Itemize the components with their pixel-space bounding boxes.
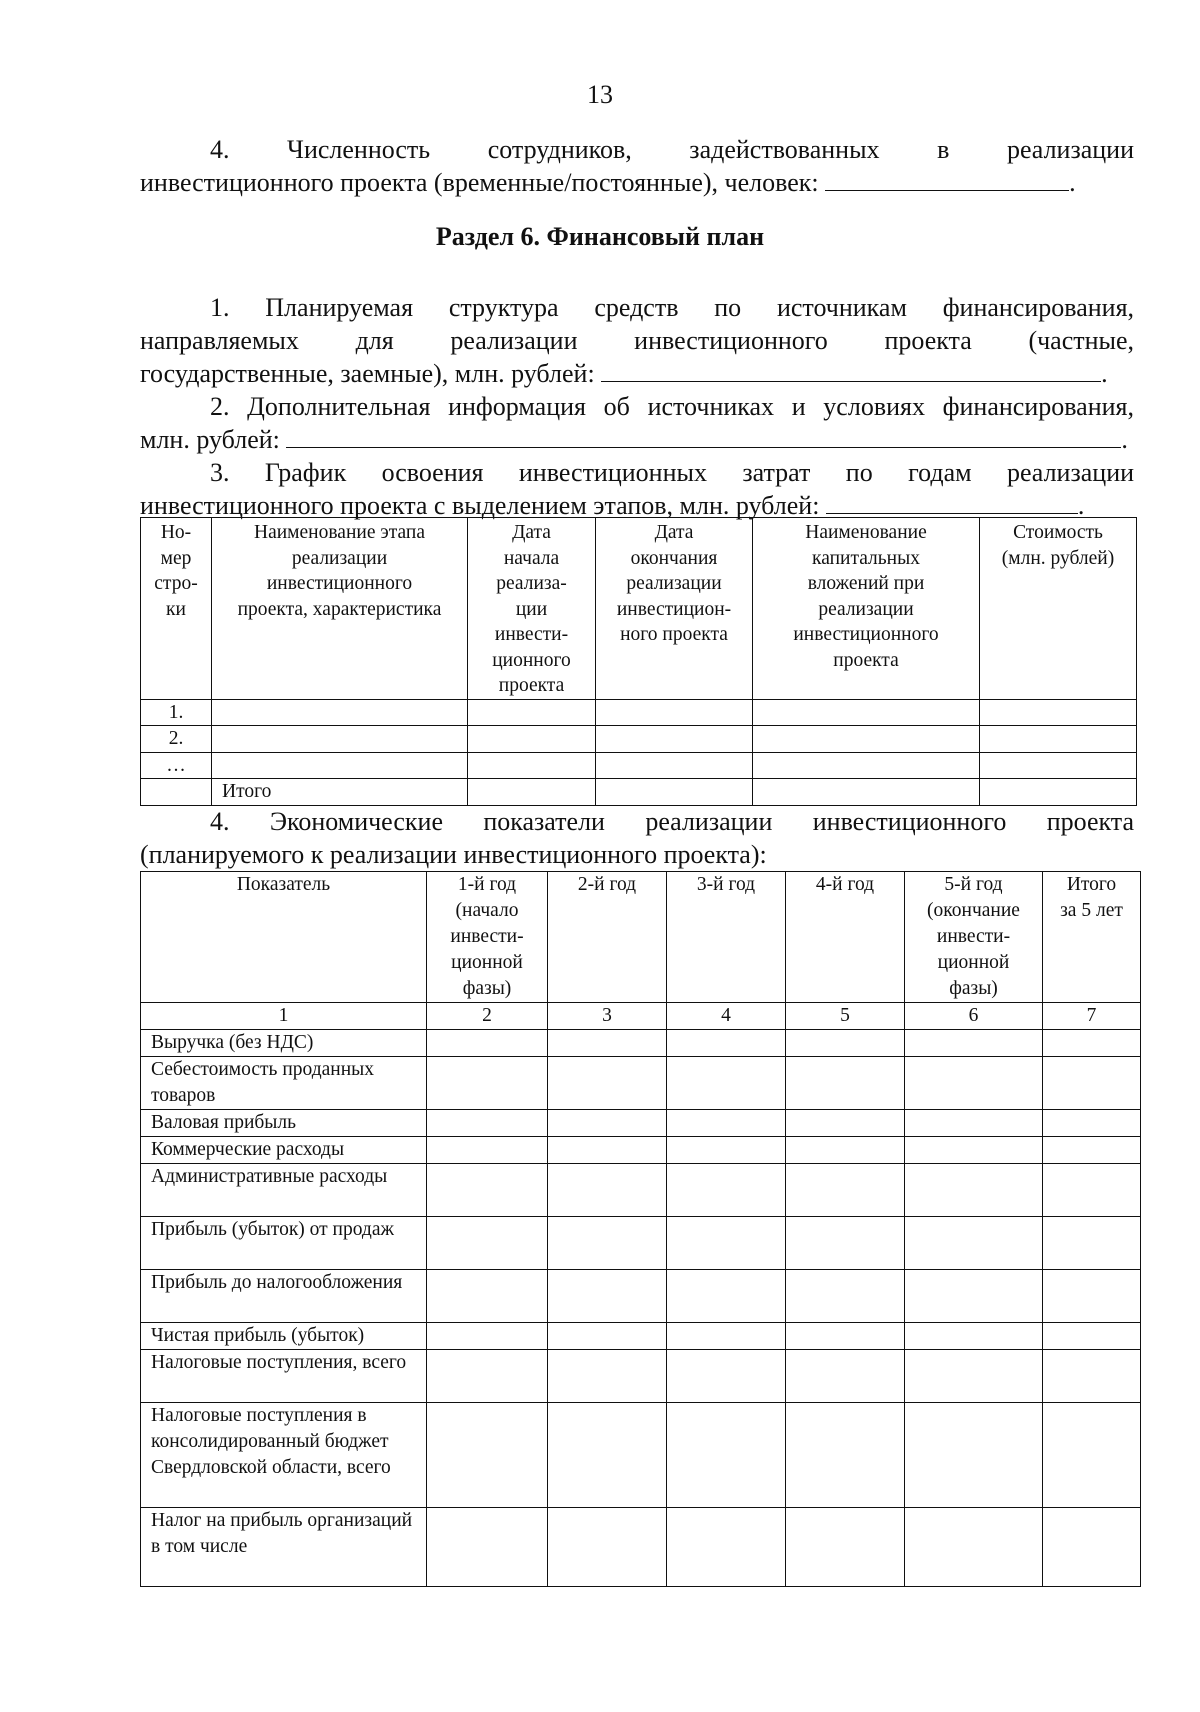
row-number: … [141, 752, 212, 779]
fill-blank[interactable] [601, 359, 1101, 382]
table-cell[interactable] [1043, 1217, 1141, 1270]
table-cell[interactable] [667, 1217, 786, 1270]
table-cell[interactable] [786, 1323, 905, 1350]
column-number: 5 [786, 1003, 905, 1030]
column-header: Показатель [141, 872, 427, 1003]
table-header-row [141, 872, 1141, 1003]
column-number: 2 [427, 1003, 548, 1030]
table-cell[interactable] [1043, 1403, 1141, 1508]
table-row [141, 699, 1137, 726]
paragraph-schedule: 3. График освоения инвестиционных затрат по годам реализации инвестиционного проекта с выделением этапов, млн. рублей: . [140, 458, 1135, 520]
table-cell[interactable] [427, 1137, 548, 1164]
table-cell[interactable] [427, 1110, 548, 1137]
table-cell[interactable] [905, 1323, 1043, 1350]
table-cell[interactable] [548, 1217, 667, 1270]
table-cell[interactable] [905, 1057, 1043, 1110]
row-number: 2. [141, 726, 212, 753]
table-cell[interactable] [905, 1137, 1043, 1164]
column-number: 3 [548, 1003, 667, 1030]
table-cell[interactable] [596, 779, 753, 806]
table-cell[interactable] [212, 752, 468, 779]
column-header: 3-й год [667, 872, 786, 1003]
indicator-label: Налог на прибыль организаций в том числе [141, 1508, 427, 1587]
table-cell[interactable] [427, 1030, 548, 1057]
table-cell [141, 779, 212, 806]
table-cell[interactable] [212, 726, 468, 753]
table-cell[interactable] [1043, 1508, 1141, 1587]
table-cell[interactable] [548, 1403, 667, 1508]
table-cell[interactable] [468, 779, 596, 806]
table-cell[interactable] [468, 752, 596, 779]
investment-schedule-table [140, 517, 1137, 806]
paragraph-funding-structure: 1. Планируемая структура средств по источникам финансирования, направляемых для реализации инвестиционного проекта (частные, государственные, заемные), млн. рублей: . [140, 293, 1135, 388]
column-header: 1-й год (начало инвести- ционной фазы) [427, 872, 548, 1003]
column-header: Наименование этапа реализации инвестиционного проекта, характеристика [212, 518, 468, 700]
table-row-total [141, 779, 1137, 806]
table-cell[interactable] [667, 1350, 786, 1403]
table-cell[interactable] [667, 1137, 786, 1164]
table-cell[interactable] [905, 1508, 1043, 1587]
table-row [141, 1137, 1141, 1164]
table-cell[interactable] [1043, 1164, 1141, 1217]
column-header: 4-й год [786, 872, 905, 1003]
column-header: Итого за 5 лет [1043, 872, 1141, 1003]
column-number: 1 [141, 1003, 427, 1030]
table-cell[interactable] [905, 1350, 1043, 1403]
column-header: Дата окончания реализации инвестицион- ного проекта [596, 518, 753, 700]
table-cell[interactable] [1043, 1057, 1141, 1110]
table-cell[interactable] [1043, 1030, 1141, 1057]
table-cell[interactable] [1043, 1270, 1141, 1323]
row-number: 1. [141, 699, 212, 726]
table-cell[interactable] [753, 726, 980, 753]
indicator-label: Выручка (без НДС) [141, 1030, 427, 1057]
table-row [141, 1057, 1141, 1110]
column-header: 2-й год [548, 872, 667, 1003]
indicator-label: Налоговые поступления в консолидированный бюджет Свердловской области, всего [141, 1403, 427, 1508]
table-cell[interactable] [427, 1270, 548, 1323]
indicator-label: Прибыль до налогообложения [141, 1270, 427, 1323]
table-cell[interactable] [1043, 1110, 1141, 1137]
table-cell[interactable] [667, 1030, 786, 1057]
table-cell[interactable] [753, 752, 980, 779]
table-cell[interactable] [786, 1164, 905, 1217]
table-cell[interactable] [548, 1110, 667, 1137]
table-cell[interactable] [427, 1508, 548, 1587]
table-cell[interactable] [596, 726, 753, 753]
table-cell[interactable] [427, 1403, 548, 1508]
column-header: Стоимость (млн. рублей) [980, 518, 1137, 700]
table-row [141, 1164, 1141, 1217]
table-cell[interactable] [548, 1164, 667, 1217]
table-cell[interactable] [468, 726, 596, 753]
table-cell[interactable] [548, 1270, 667, 1323]
table-cell[interactable] [596, 699, 753, 726]
table-row [141, 1403, 1141, 1508]
page-number: 13 [587, 80, 613, 109]
column-header: Наименование капитальных вложений при реализации инвестиционного проекта [753, 518, 980, 700]
table-cell[interactable] [786, 1110, 905, 1137]
table-cell[interactable] [905, 1403, 1043, 1508]
table-cell[interactable] [596, 752, 753, 779]
table-cell[interactable] [786, 1057, 905, 1110]
indicator-label: Налоговые поступления, всего [141, 1350, 427, 1403]
table-row [141, 752, 1137, 779]
paragraph-employees-line2: инвестиционного проекта (временные/постоянные), человек: . [140, 168, 1076, 197]
table-row [141, 1323, 1141, 1350]
indicator-label: Административные расходы [141, 1164, 427, 1217]
paragraph-additional-info: 2. Дополнительная информация об источниках и условиях финансирования, млн. рублей: . [140, 392, 1134, 454]
table-cell[interactable] [980, 779, 1137, 806]
paragraph-employees-line1: 4. Численность сотрудников, задействованных в реализации [210, 135, 1135, 164]
table-row [141, 1350, 1141, 1403]
table-row [141, 1270, 1141, 1323]
table-header-row [141, 518, 1137, 700]
indicator-label: Чистая прибыль (убыток) [141, 1323, 427, 1350]
table-cell[interactable] [905, 1030, 1043, 1057]
table-cell[interactable] [427, 1057, 548, 1110]
column-header: Но- мер стро- ки [141, 518, 212, 700]
table-cell[interactable] [786, 1217, 905, 1270]
column-number: 7 [1043, 1003, 1141, 1030]
column-header: Дата начала реализа- ции инвести- ционного проекта [468, 518, 596, 700]
table-cell[interactable] [753, 779, 980, 806]
table-cell[interactable] [786, 1030, 905, 1057]
table-cell[interactable] [667, 1270, 786, 1323]
table-cell[interactable] [786, 1403, 905, 1508]
table-cell[interactable] [548, 1323, 667, 1350]
table-cell[interactable] [786, 1137, 905, 1164]
table-row [141, 1030, 1141, 1057]
indicator-label: Себестоимость проданных товаров [141, 1057, 427, 1110]
economic-indicators-table [140, 871, 1141, 1587]
fill-blank[interactable] [826, 491, 1078, 514]
table-cell[interactable] [667, 1164, 786, 1217]
paragraph-employees [140, 133, 1134, 199]
indicator-label: Коммерческие расходы [141, 1137, 427, 1164]
table-cell[interactable] [427, 1350, 548, 1403]
table-cell[interactable] [786, 1508, 905, 1587]
table-cell[interactable] [1043, 1350, 1141, 1403]
column-number: 4 [667, 1003, 786, 1030]
indicator-label: Прибыль (убыток) от продаж [141, 1217, 427, 1270]
paragraph-economic-indicators: 4. Экономические показатели реализации инвестиционного проекта (планируемого к реализации инвестиционного проекта): [140, 807, 1134, 869]
table-cell[interactable] [667, 1403, 786, 1508]
table-row [141, 1110, 1141, 1137]
table-cell[interactable] [548, 1057, 667, 1110]
column-number: 6 [905, 1003, 1043, 1030]
column-header: 5-й год (окончание инвести- ционной фазы) [905, 872, 1043, 1003]
column-numbers-row [141, 1003, 1141, 1030]
table-cell[interactable] [548, 1137, 667, 1164]
table-cell[interactable] [786, 1270, 905, 1323]
table-cell[interactable] [980, 752, 1137, 779]
table-cell[interactable] [667, 1110, 786, 1137]
fill-blank[interactable] [286, 425, 1121, 448]
total-label: Итого [212, 779, 468, 806]
table-cell[interactable] [753, 699, 980, 726]
table-row [141, 1508, 1141, 1587]
table-cell[interactable] [905, 1110, 1043, 1137]
table-cell[interactable] [427, 1323, 548, 1350]
table-cell[interactable] [905, 1270, 1043, 1323]
table-cell[interactable] [427, 1164, 548, 1217]
table-cell[interactable] [548, 1030, 667, 1057]
table-cell[interactable] [1043, 1323, 1141, 1350]
table-cell[interactable] [980, 699, 1137, 726]
table-cell[interactable] [468, 699, 596, 726]
table-row [141, 726, 1137, 753]
table-cell[interactable] [905, 1164, 1043, 1217]
table-cell[interactable] [905, 1217, 1043, 1270]
table-cell[interactable] [667, 1508, 786, 1587]
section-title: Раздел 6. Финансовый план [435, 222, 765, 251]
indicator-label: Валовая прибыль [141, 1110, 427, 1137]
table-cell[interactable] [548, 1350, 667, 1403]
table-cell[interactable] [212, 699, 468, 726]
table-cell[interactable] [548, 1508, 667, 1587]
table-cell[interactable] [1043, 1137, 1141, 1164]
table-row [141, 1217, 1141, 1270]
fill-blank[interactable] [825, 168, 1069, 191]
table-cell[interactable] [427, 1217, 548, 1270]
table-cell[interactable] [667, 1323, 786, 1350]
table-cell[interactable] [980, 726, 1137, 753]
table-cell[interactable] [786, 1350, 905, 1403]
table-cell[interactable] [667, 1057, 786, 1110]
